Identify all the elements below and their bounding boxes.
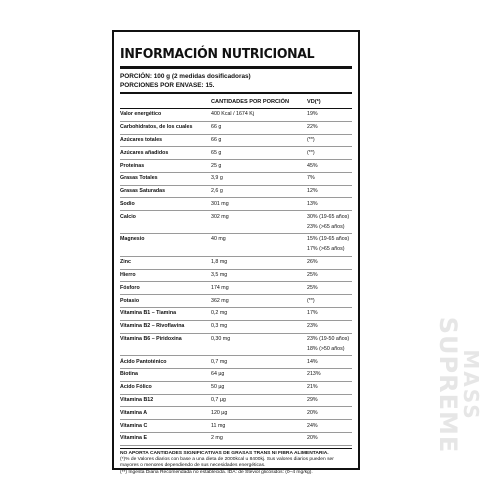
nutrient-daily-value — [307, 310, 352, 317]
nutrient-row — [120, 382, 352, 395]
nutrient-daily-value — [307, 410, 352, 417]
nutrient-row — [120, 433, 352, 446]
nutrient-table — [120, 109, 352, 446]
nutrient-column-header — [120, 96, 211, 108]
nutrient-amount: 120 µg — [211, 409, 228, 416]
nutrient-row — [120, 420, 352, 433]
nutrient-name: Ácido Pantoténico — [120, 358, 167, 365]
nutrient-amount: 0,30 mg — [211, 335, 231, 342]
nutrient-amount: 0,7 µg — [211, 397, 226, 404]
nutrient-name: Proteínas — [120, 162, 145, 169]
brand-name-line1: SUPREME — [434, 316, 462, 454]
nutrient-daily-value — [307, 272, 352, 279]
nutrient-daily-value — [307, 397, 352, 404]
nutrient-daily-value — [307, 298, 352, 305]
nutrient-name: Biotina — [120, 371, 138, 378]
nutrient-amount: 302 mg — [211, 213, 229, 220]
nutrient-amount: 0,2 mg — [211, 310, 228, 317]
nutrient-row — [120, 135, 352, 148]
nutrient-amount: 50 µg — [211, 384, 225, 391]
label-title: INFORMACIÓN NUTRICIONAL — [120, 45, 315, 62]
daily-value-line: 15% (19-65 años) — [307, 236, 350, 243]
daily-value-line: 30% (19-65 años) — [307, 213, 350, 220]
nutrient-amount: 0,7 mg — [211, 358, 228, 365]
daily-value-line: 23% (>65 años) — [307, 223, 345, 230]
nutrient-amount: 362 mg — [211, 297, 229, 304]
nutrient-row — [120, 109, 352, 122]
nutrient-name: Azúcares totales — [120, 136, 163, 143]
daily-value-line: 26% — [307, 259, 318, 266]
nutrient-row — [120, 257, 352, 270]
nutrient-daily-value — [307, 285, 352, 292]
column-headers — [120, 96, 352, 109]
nutrient-name: Hierro — [120, 271, 136, 278]
nutrient-row — [120, 147, 352, 160]
nutrient-row — [120, 321, 352, 334]
nutrient-daily-value — [307, 323, 352, 330]
nutrient-row — [120, 270, 352, 283]
nutrient-amount: 0,3 mg — [211, 323, 228, 330]
daily-value-line: 25% — [307, 284, 318, 291]
nutrient-name: Valor energético — [120, 111, 162, 118]
brand-watermark — [418, 305, 483, 465]
nutrient-amount: 400 Kcal / 1674 Kj — [211, 111, 254, 118]
amount-column-header: CANTIDADES POR PORCIÓN — [211, 99, 290, 105]
nutrient-name: Zinc — [120, 259, 131, 266]
nutrient-name: Magnesio — [120, 236, 145, 243]
daily-value-line: (**) — [307, 136, 315, 143]
nutrient-daily-value — [307, 359, 352, 366]
nutrient-name: Fósforo — [120, 284, 140, 291]
label-footer — [120, 448, 352, 476]
daily-value-line: 23% — [307, 323, 318, 330]
nutrient-amount: 25 g — [211, 162, 222, 169]
nutrient-daily-value — [307, 124, 352, 131]
nutrient-name: Vitamina C — [120, 422, 148, 429]
nutrient-amount: 64 µg — [211, 371, 225, 378]
daily-value-line: 13% — [307, 200, 318, 207]
servings-per-container: PORCIONES POR ENVASE: 15. — [120, 82, 215, 89]
nutrient-daily-value — [307, 384, 352, 391]
nutrient-daily-value — [307, 336, 352, 353]
nutrient-name: Vitamina B6 – Piridoxina — [120, 335, 182, 342]
nutrient-name: Vitamina B12 — [120, 397, 154, 404]
daily-value-line: 23% (19-50 años) — [307, 335, 350, 342]
nutrient-amount: 11 mg — [211, 422, 226, 429]
brand-name-line2: MASS — [459, 349, 483, 421]
daily-value-line: 22% — [307, 124, 318, 131]
daily-value-line: 29% — [307, 397, 318, 404]
daily-value-line: 45% — [307, 162, 318, 169]
daily-value-line: 17% (>65 años) — [307, 246, 345, 253]
nutrient-amount: 66 g — [211, 136, 222, 143]
daily-value-line: 19% — [307, 111, 318, 118]
nutrient-daily-value — [307, 188, 352, 195]
nutrient-name: Grasas Totales — [120, 175, 158, 182]
nutrient-name: Vitamina A — [120, 409, 148, 416]
daily-value-line: 21% — [307, 384, 318, 391]
daily-value-line: 213% — [307, 371, 321, 378]
nutrient-amount: 2 mg — [211, 435, 223, 442]
nutrient-name: Vitamina E — [120, 435, 147, 442]
nutrient-row — [120, 407, 352, 420]
nutrient-amount: 66 g — [211, 124, 222, 131]
nutrient-amount: 3,5 mg — [211, 271, 228, 278]
nutrient-daily-value — [307, 111, 352, 118]
nutrient-amount: 40 mg — [211, 236, 226, 243]
nutrient-row — [120, 211, 352, 234]
title-divider — [120, 66, 352, 69]
nutrient-row — [120, 234, 352, 257]
recommended-intake-note: (**) Ingesta Diaria Recomendada no establecida. IDA: de Steviol glicósidos: (0–4 mg/kg). — [120, 469, 313, 475]
portion-divider — [120, 92, 352, 94]
nutrient-name: Sodio — [120, 200, 135, 207]
nutrient-amount: 301 mg — [211, 200, 229, 207]
nutrition-facts-panel — [112, 30, 360, 475]
nutrient-row — [120, 334, 352, 357]
nutrient-row — [120, 173, 352, 186]
nutrient-daily-value — [307, 259, 352, 266]
trans-fat-note: NO APORTA CANTIDADES SIGNIFICATIVAS DE GRASAS TRANS NI FIBRA ALIMENTARIA. — [120, 450, 329, 456]
daily-value-line: 12% — [307, 188, 318, 195]
nutrient-daily-value — [307, 371, 352, 378]
brand-logo — [418, 305, 483, 465]
nutrient-daily-value — [307, 201, 352, 208]
daily-value-line: 20% — [307, 409, 318, 416]
nutrient-daily-value — [307, 137, 352, 144]
daily-value-note: (*)% de Valores diarios con base a una dieta de 2000kcal u 8400kj. Sus valores diarios pueden ser mayores o menores dependiendo de sus necesidades energéticas. — [120, 457, 334, 469]
nutrient-name: Vitamina B1 – Tiamina — [120, 310, 177, 317]
daily-value-line: (**) — [307, 149, 315, 156]
nutrient-row — [120, 160, 352, 173]
nutrient-row — [120, 356, 352, 369]
nutrient-name: Potasio — [120, 297, 140, 304]
nutrient-row — [120, 295, 352, 308]
nutrient-amount: 65 g — [211, 149, 222, 156]
nutrient-daily-value — [307, 435, 352, 442]
nutrient-row — [120, 282, 352, 295]
nutrient-row — [120, 198, 352, 211]
daily-value-line: 7% — [307, 175, 315, 182]
dv-column-header: VD(*) — [307, 99, 321, 105]
daily-value-line: (**) — [307, 297, 315, 304]
nutrient-name: Grasas Saturadas — [120, 188, 166, 195]
nutrient-daily-value — [307, 150, 352, 157]
daily-value-line: 20% — [307, 435, 318, 442]
daily-value-line: 24% — [307, 422, 318, 429]
nutrient-amount: 2,6 g — [211, 188, 223, 195]
nutrient-row — [120, 122, 352, 135]
nutrient-row — [120, 308, 352, 321]
nutrient-name: Carbohidratos, de los cuales — [120, 124, 193, 131]
nutrient-name: Calcio — [120, 213, 136, 220]
nutrient-row — [120, 395, 352, 408]
nutrient-amount: 1,8 mg — [211, 259, 228, 266]
nutrient-name: Acido Fólico — [120, 384, 152, 391]
nutrient-daily-value — [307, 423, 352, 430]
nutrient-name: Azúcares añadidos — [120, 149, 169, 156]
nutrient-row — [120, 369, 352, 382]
nutrient-daily-value — [307, 214, 352, 231]
portion-size: PORCIÓN: 100 g (2 medidas dosificadoras) — [120, 73, 251, 80]
daily-value-line: 25% — [307, 271, 318, 278]
nutrient-row — [120, 186, 352, 199]
nutrient-amount: 174 mg — [211, 284, 229, 291]
daily-value-line: 14% — [307, 358, 318, 365]
nutrient-daily-value — [307, 175, 352, 182]
nutrient-daily-value — [307, 163, 352, 170]
daily-value-line: 17% — [307, 310, 318, 317]
nutrient-name: Vitamina B2 – Rivoflavina — [120, 323, 185, 330]
daily-value-line: 18% (>50 años) — [307, 345, 345, 352]
nutrient-amount: 3,9 g — [211, 175, 223, 182]
nutrient-daily-value — [307, 236, 352, 253]
